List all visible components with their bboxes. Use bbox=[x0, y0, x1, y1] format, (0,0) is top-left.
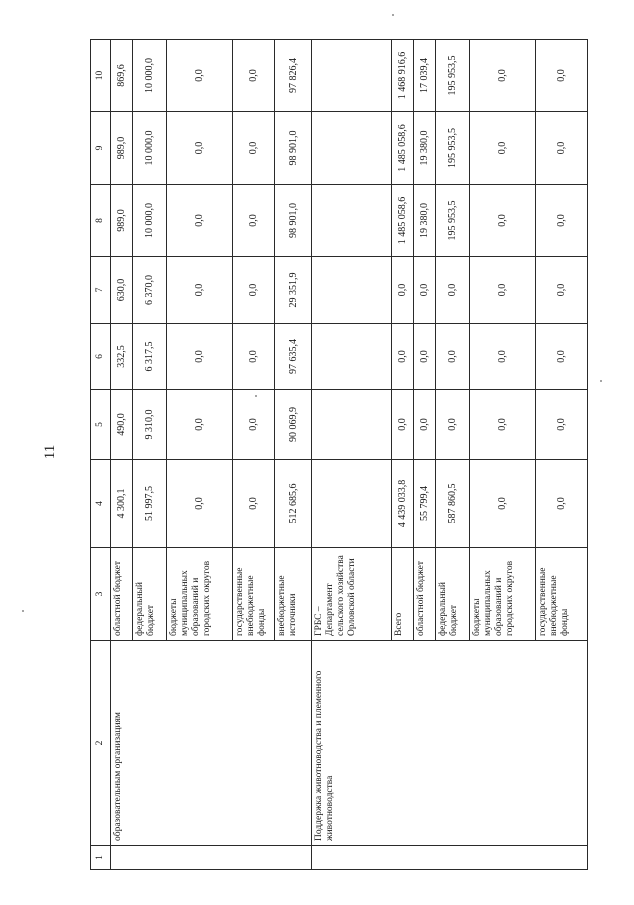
value-cell: 29 351,9 bbox=[275, 257, 312, 324]
value-cell: 0,0 bbox=[233, 112, 275, 185]
blank-cell bbox=[312, 112, 392, 185]
value-cell: 0,0 bbox=[536, 324, 588, 390]
column-header: 2 bbox=[91, 641, 111, 846]
value-cell: 0,0 bbox=[536, 390, 588, 460]
value-cell: 10 000,0 bbox=[133, 112, 167, 185]
value-cell: 0,0 bbox=[167, 185, 233, 257]
value-cell: 0,0 bbox=[392, 324, 414, 390]
column-header: 10 bbox=[91, 40, 111, 112]
table-row bbox=[312, 40, 392, 870]
column-header: 3 bbox=[91, 548, 111, 641]
value-cell: 55 799,4 bbox=[414, 460, 436, 548]
value-cell: 1 485 058,6 bbox=[392, 185, 414, 257]
value-cell: 0,0 bbox=[167, 460, 233, 548]
blank-cell bbox=[312, 257, 392, 324]
page-number: 11 bbox=[42, 444, 58, 460]
value-cell: 195 953,5 bbox=[436, 112, 470, 185]
table-row bbox=[111, 40, 133, 870]
blank-cell bbox=[312, 390, 392, 460]
column-header: 6 bbox=[91, 324, 111, 390]
value-cell: 0,0 bbox=[470, 185, 536, 257]
value-cell: 97 826,4 bbox=[275, 40, 312, 112]
source-cell: бюджеты муниципальных образований и городских округов bbox=[167, 548, 233, 641]
value-cell: 4 300,1 bbox=[111, 460, 133, 548]
scan-speck bbox=[22, 610, 24, 612]
value-cell: 332,5 bbox=[111, 324, 133, 390]
source-cell: внебюджетные источники bbox=[275, 548, 312, 641]
value-cell: 0,0 bbox=[470, 324, 536, 390]
value-cell: 195 953,5 bbox=[436, 185, 470, 257]
group-name-cell: образовательным организациям bbox=[111, 641, 312, 846]
value-cell: 989,0 bbox=[111, 112, 133, 185]
value-cell: 0,0 bbox=[233, 257, 275, 324]
value-cell: 10 000,0 bbox=[133, 40, 167, 112]
value-cell: 1 485 058,6 bbox=[392, 112, 414, 185]
value-cell: 0,0 bbox=[536, 257, 588, 324]
blank-cell bbox=[312, 185, 392, 257]
value-cell: 0,0 bbox=[414, 324, 436, 390]
value-cell: 0,0 bbox=[233, 324, 275, 390]
value-cell: 0,0 bbox=[536, 460, 588, 548]
value-cell: 0,0 bbox=[233, 460, 275, 548]
value-cell: 0,0 bbox=[414, 257, 436, 324]
value-cell: 0,0 bbox=[436, 324, 470, 390]
value-cell: 98 901,0 bbox=[275, 112, 312, 185]
value-cell: 0,0 bbox=[167, 390, 233, 460]
column-header: 9 bbox=[91, 112, 111, 185]
blank-cell bbox=[312, 460, 392, 548]
column-header: 4 bbox=[91, 460, 111, 548]
source-cell: государственные внебюджетные фонды bbox=[233, 548, 275, 641]
scan-speck bbox=[600, 380, 602, 382]
source-cell: федеральный бюджет bbox=[133, 548, 167, 641]
column-header: 5 bbox=[91, 390, 111, 460]
value-cell: 195 953,5 bbox=[436, 40, 470, 112]
value-cell: 0,0 bbox=[536, 40, 588, 112]
value-cell: 90 069,9 bbox=[275, 390, 312, 460]
value-cell: 97 635,4 bbox=[275, 324, 312, 390]
budget-table bbox=[90, 39, 588, 870]
group-name-cell: Поддержка животноводства и племенного животноводства bbox=[312, 641, 588, 846]
value-cell: 0,0 bbox=[536, 185, 588, 257]
scan-speck bbox=[392, 14, 394, 16]
source-cell: федеральный бюджет bbox=[436, 548, 470, 641]
scan-speck bbox=[255, 395, 257, 397]
blank-cell bbox=[312, 40, 392, 112]
value-cell: 0,0 bbox=[470, 257, 536, 324]
value-cell: 0,0 bbox=[536, 112, 588, 185]
value-cell: 512 685,6 bbox=[275, 460, 312, 548]
source-cell: государственные внебюджетные фонды bbox=[536, 548, 588, 641]
source-cell: Всего bbox=[392, 548, 414, 641]
value-cell: 6 370,0 bbox=[133, 257, 167, 324]
value-cell: 0,0 bbox=[470, 390, 536, 460]
value-cell: 4 439 033,8 bbox=[392, 460, 414, 548]
value-cell: 6 317,5 bbox=[133, 324, 167, 390]
value-cell: 10 000,0 bbox=[133, 185, 167, 257]
value-cell: 51 997,5 bbox=[133, 460, 167, 548]
value-cell: 0,0 bbox=[414, 390, 436, 460]
value-cell: 0,0 bbox=[167, 40, 233, 112]
column-header: 7 bbox=[91, 257, 111, 324]
value-cell: 98 901,0 bbox=[275, 185, 312, 257]
source-cell: областной бюджет bbox=[414, 548, 436, 641]
value-cell: 9 310,0 bbox=[133, 390, 167, 460]
value-cell: 0,0 bbox=[470, 40, 536, 112]
value-cell: 0,0 bbox=[392, 390, 414, 460]
row-number-cell bbox=[312, 846, 588, 870]
value-cell: 0,0 bbox=[470, 112, 536, 185]
source-cell: областной бюджет bbox=[111, 548, 133, 641]
value-cell: 587 860,5 bbox=[436, 460, 470, 548]
value-cell: 0,0 bbox=[167, 324, 233, 390]
value-cell: 17 039,4 bbox=[414, 40, 436, 112]
column-header: 8 bbox=[91, 185, 111, 257]
source-cell: бюджеты муниципальных образований и городских округов bbox=[470, 548, 536, 641]
value-cell: 0,0 bbox=[470, 460, 536, 548]
rotated-table-wrapper bbox=[90, 40, 587, 870]
row-number-cell bbox=[111, 846, 312, 870]
blank-cell bbox=[312, 324, 392, 390]
value-cell: 989,0 bbox=[111, 185, 133, 257]
header-row bbox=[91, 40, 111, 870]
value-cell: 0,0 bbox=[233, 185, 275, 257]
value-cell: 0,0 bbox=[167, 257, 233, 324]
value-cell: 0,0 bbox=[167, 112, 233, 185]
value-cell: 19 380,0 bbox=[414, 185, 436, 257]
column-header: 1 bbox=[91, 846, 111, 870]
value-cell: 490,0 bbox=[111, 390, 133, 460]
value-cell: 19 380,0 bbox=[414, 112, 436, 185]
value-cell: 630,0 bbox=[111, 257, 133, 324]
value-cell: 1 468 916,6 bbox=[392, 40, 414, 112]
value-cell: 0,0 bbox=[392, 257, 414, 324]
value-cell: 0,0 bbox=[233, 390, 275, 460]
value-cell: 0,0 bbox=[436, 257, 470, 324]
value-cell: 0,0 bbox=[233, 40, 275, 112]
grbs-cell: ГРБС – Департамент сельского хозяйства Орловской области bbox=[312, 548, 392, 641]
value-cell: 0,0 bbox=[436, 390, 470, 460]
value-cell: 869,6 bbox=[111, 40, 133, 112]
